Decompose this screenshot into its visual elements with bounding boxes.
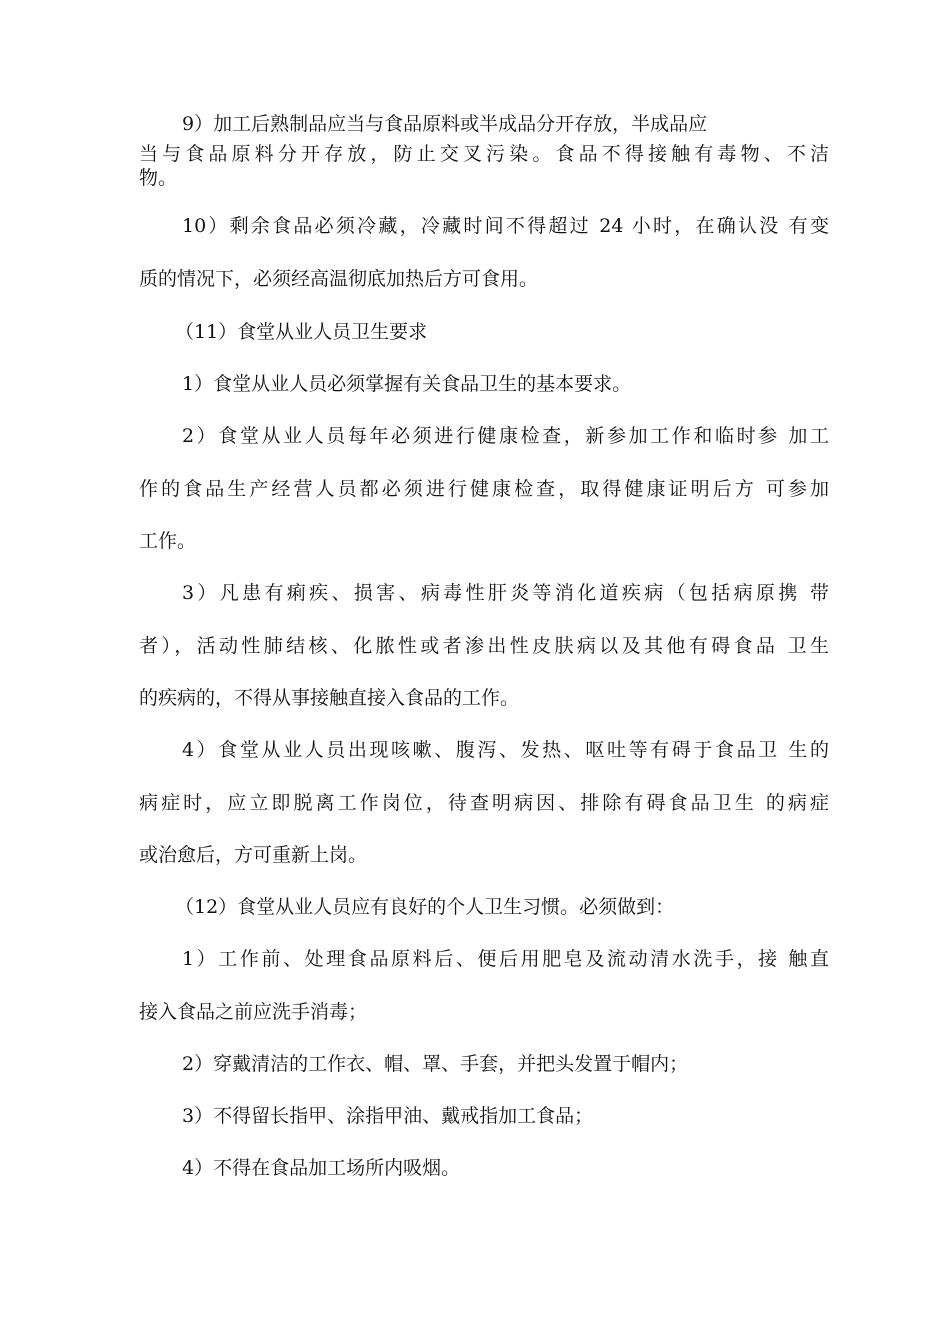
paragraph-line: 1）食堂从业人员必须掌握有关食品卫生的基本要求。 [182, 373, 632, 395]
paragraph-line: 工作。 [139, 530, 197, 552]
paragraph-line: 当与食品原料分开存放，防止交叉污染。食品不得接触有毒物、不洁 [139, 143, 829, 165]
paragraph-line: 2）食堂从业人员每年必须进行健康检查，新参加工作和临时参 加工 [182, 425, 829, 447]
paragraph-line: 接入食品之前应洗手消毒； [139, 1001, 368, 1023]
paragraph-line: 物。 [139, 167, 178, 189]
section-heading: （11）食堂从业人员卫生要求 [175, 321, 428, 343]
paragraph-line: 的疾病的，不得从事接触直接入食品的工作。 [139, 687, 520, 709]
paragraph-line: 3）凡患有痢疾、损害、病毒性肝炎等消化道疾病（包括病原携 带 [182, 582, 829, 604]
section-heading: （12）食堂从业人员应有良好的个人卫生习惯。必须做到： [175, 896, 675, 918]
paragraph-line: 者），活动性肺结核、化脓性或者渗出性皮肤病以及其他有碍食品 卫生 [139, 635, 829, 657]
paragraph-line: 或治愈后，方可重新上岗。 [139, 844, 368, 866]
paragraph-line: 4）食堂从业人员出现咳嗽、腹泻、发热、呕吐等有碍于食品卫 生的 [182, 739, 829, 761]
paragraph-line: 作的食品生产经营人员都必须进行健康检查，取得健康证明后方 可参加 [139, 478, 829, 500]
paragraph-line: 9）加工后熟制品应当与食品原料或半成品分开存放，半成品应 [182, 113, 708, 135]
paragraph-line: 1）工作前、处理食品原料后、便后用肥皂及流动清水洗手，接 触直 [182, 948, 829, 970]
paragraph-line: 4）不得在食品加工场所内吸烟。 [182, 1157, 461, 1179]
paragraph-line: 10）剩余食品必须冷藏，冷藏时间不得超过 24 小时，在确认没 有变 [182, 215, 829, 237]
paragraph-line: 病症时，应立即脱离工作岗位，待查明病因、排除有碍食品卫生 的病症 [139, 792, 829, 814]
paragraph-line: 质的情况下，必须经高温彻底加热后方可食用。 [139, 268, 539, 290]
paragraph-line: 2）穿戴清洁的工作衣、帽、罩、手套，并把头发置于帽内； [182, 1053, 689, 1075]
paragraph-line: 3）不得留长指甲、涂指甲油、戴戒指加工食品； [182, 1105, 594, 1127]
